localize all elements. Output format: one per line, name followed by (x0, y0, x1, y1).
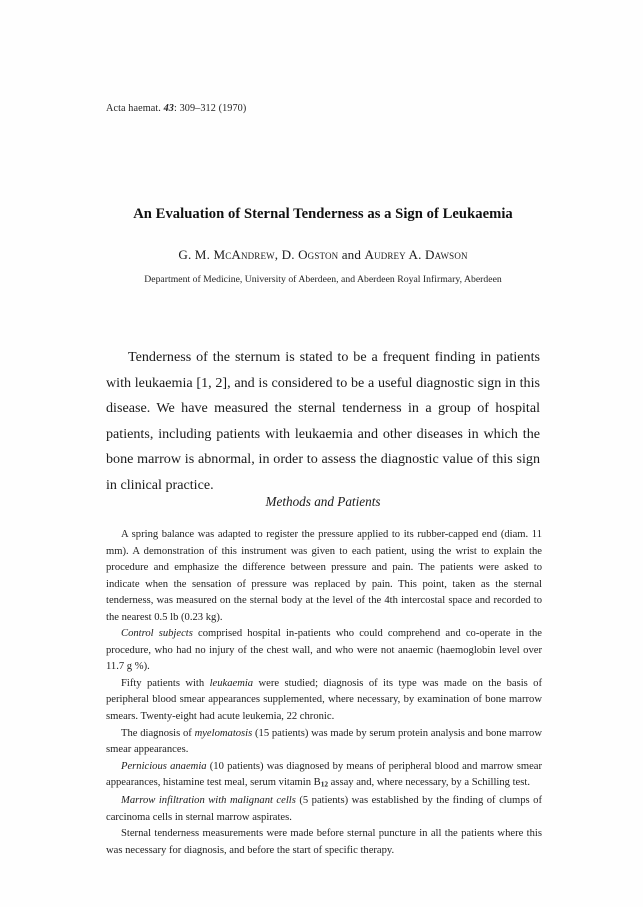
author-separator-1: , (274, 247, 282, 262)
term-pernicious-anaemia: Pernicious anaemia (121, 760, 207, 772)
methods-paragraph-measurement-timing: Sternal tenderness measurements were made before sternal puncture in all the patients where this was necessary for diagnosis, and before the start of specific therapy. (106, 828, 542, 857)
control-subjects-text: comprised hospital in-patients who could comprehend and co-operate in the procedure, who had no injury of the chest wall, and who were not anaemic (haemoglobin level over 11.7 g %). (106, 628, 542, 673)
intro-paragraph: Tenderness of the sternum is stated to be a frequent finding in patients with leukaemia [1, 2], and is considered to be a useful diagnostic sign in this disease. We have measured the sternal tenderness in a group of hospital patients, including patients with leukaemia and other diseases in which the bone marrow is abnormal, in order to assess the diagnostic value of this sign in clinical practice. (106, 349, 540, 493)
author-2-surname: Ogston (298, 247, 339, 262)
publication-year: (1970) (218, 103, 247, 114)
methods-section (106, 527, 542, 860)
methods-paragraph-leukaemia (106, 676, 542, 726)
methods-paragraph-pernicious-anaemia (106, 759, 542, 794)
leukaemia-text-a: Fifty patients with (121, 677, 210, 689)
author-1-initials: G. M. (178, 247, 214, 262)
myelomatosis-text-b: (15 patients) was made by serum protein analysis and bone marrow smear appearances. (106, 727, 542, 756)
introduction-section (106, 345, 540, 499)
marrow-infiltration-text: (5 patients) was established by the finding of clumps of carcinoma cells in sternal marrow aspirates. (106, 795, 542, 823)
author-3-surname: Dawson (424, 247, 468, 262)
term-myelomatosis: myelomatosis (194, 727, 253, 739)
term-control-subjects: Control subjects (121, 628, 193, 640)
volume-number: 43 (163, 103, 174, 114)
leukaemia-text-b: were studied; diagnosis of its type was made on the basis of peripheral blood smear appearances supplemented, where necessary, by examination of bone marrow smears. Twenty-eight had acute leukemia, 22 chronic. (106, 677, 542, 723)
myelomatosis-text-a: The diagnosis of (121, 727, 195, 739)
author-2-initials: D. (281, 247, 299, 262)
affiliation-line: Department of Medicine, University of Aberdeen, and Aberdeen Royal Infirmary, Aberdeen (144, 274, 502, 285)
author-line (106, 247, 540, 263)
pernicious-anaemia-text-b: assay and, where necessary, by a Schilling test. (327, 777, 530, 789)
methods-paragraph-myelomatosis (106, 726, 542, 759)
citation-separator: : (174, 103, 177, 114)
author-1-surname: McAndrew (213, 247, 275, 262)
term-marrow-infiltration: Marrow infiltration with malignant cells (121, 795, 296, 807)
journal-citation (106, 103, 246, 114)
term-leukaemia: leukaemia (209, 677, 254, 689)
author-separator-2: and (338, 247, 365, 262)
page-title: An Evaluation of Sternal Tenderness as a Sign of Leukaemia (133, 205, 513, 222)
section-heading-methods: Methods and Patients (265, 494, 381, 509)
methods-paragraph-marrow-infiltration (106, 793, 542, 826)
methods-paragraph-control-subjects (106, 626, 542, 676)
author-3-initials: Audrey A. (364, 247, 425, 262)
page-range: 309–312 (179, 103, 216, 114)
pernicious-anaemia-text-a: (10 patients) was diagnosed by means of peripheral blood and marrow smear appearances, histamine test meal, serum vitamin B (106, 760, 542, 789)
methods-paragraph-apparatus: A spring balance was adapted to register the pressure applied to its rubber-capped end (diam. 11 mm). A demonstration of this instrument was given to each patient, using the wrist to explain the procedure and emphasize the difference between pressure and pain. The patients were asked to indicate when the sensation of pressure was replaced by pain. This point, taken as the sternal tenderness, was measured on the sternal body at the level of the 4th intercostal space and recorded to the nearest 0.5 lb (0.23 kg). (106, 529, 542, 623)
journal-name: Acta haemat. (106, 103, 161, 114)
vitamin-b12-subscript: 12 (320, 779, 328, 789)
